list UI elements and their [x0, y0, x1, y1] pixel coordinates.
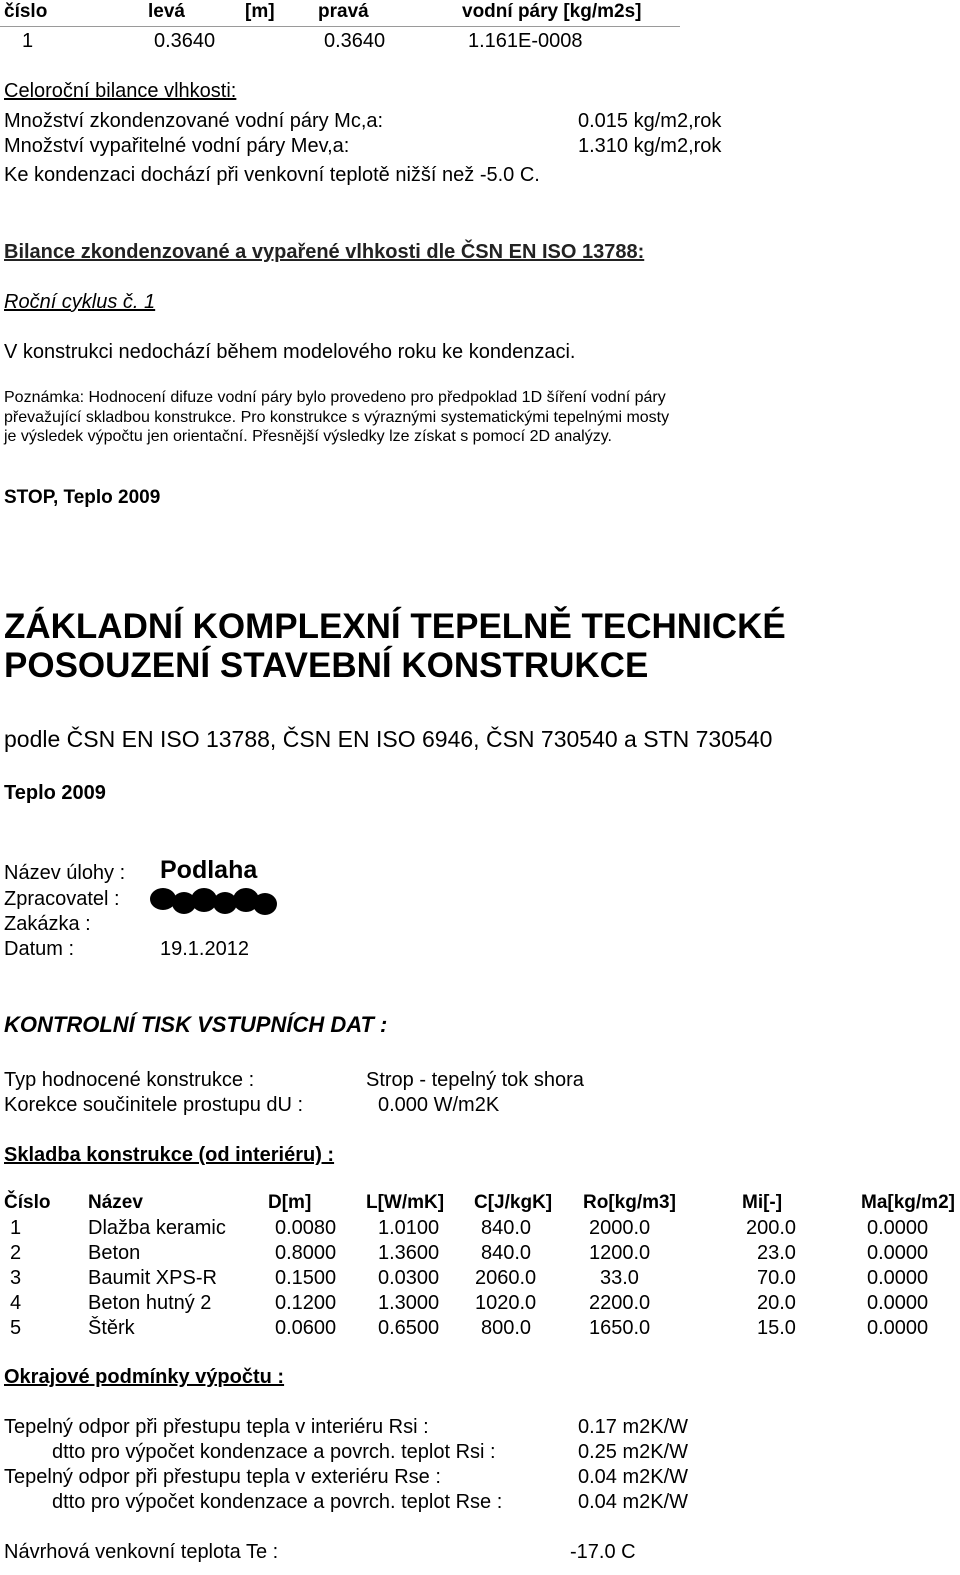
- layer-ma: 0.0000: [867, 1242, 929, 1264]
- layer-mi: 15.0: [757, 1317, 796, 1339]
- layer-thickness: 0.1500: [275, 1267, 337, 1289]
- du-value: 0.000 W/m2K: [378, 1094, 500, 1116]
- layer-thickness: 0.0600: [275, 1317, 337, 1339]
- layer-ma: 0.0000: [867, 1267, 929, 1289]
- date-value: 19.1.2012: [160, 938, 249, 960]
- col-header-leva: levá: [148, 1, 185, 22]
- layer-conductivity: 0.0300: [378, 1267, 440, 1289]
- layer-conductivity: 1.0100: [378, 1217, 440, 1239]
- layer-mi: 23.0: [757, 1242, 796, 1264]
- layer-density: 2200.0: [589, 1292, 651, 1314]
- layers-col-header: L[W/mK]: [366, 1192, 445, 1213]
- rse-condensation-label: dtto pro výpočet kondenzace a povrch. teplot Rse :: [52, 1491, 503, 1513]
- col-header-prava: pravá: [318, 1, 369, 22]
- layer-density: 2000.0: [589, 1217, 651, 1239]
- layer-ma: 0.0000: [867, 1292, 929, 1314]
- outdoor-temp-value: -17.0 C: [570, 1541, 636, 1563]
- report-title-line-2: POSOUZENÍ STAVEBNÍ KONSTRUKCE: [4, 646, 649, 685]
- layers-col-header: Ma[kg/m2]: [861, 1192, 955, 1213]
- layer-name: Štěrk: [88, 1317, 135, 1339]
- construction-type-value: Strop - tepelný tok shora: [366, 1069, 584, 1091]
- col-header-unit: [m]: [245, 1, 275, 22]
- no-condensation-statement: V konstrukci nedochází během modelového roku ke kondenzaci.: [4, 341, 576, 363]
- rsi-label: Tepelný odpor při přestupu tepla v interiéru Rsi :: [4, 1416, 429, 1438]
- layer-name: Beton: [88, 1242, 141, 1264]
- mev-label: Množství vypařitelné vodní páry Mev,a:: [4, 135, 350, 157]
- layer-conductivity: 0.6500: [378, 1317, 440, 1339]
- rse-label: Tepelný odpor při přestupu tepla v exteriéru Rse :: [4, 1466, 441, 1488]
- rse-value: 0.04 m2K/W: [578, 1466, 689, 1488]
- col-header-cislo: číslo: [4, 1, 48, 22]
- row-leva: 0.3640: [154, 30, 216, 52]
- layers-col-header: Mi[-]: [742, 1192, 783, 1213]
- layer-number: 1: [10, 1217, 22, 1239]
- layers-col-header: C[J/kgK]: [474, 1192, 553, 1213]
- layer-name: Beton hutný 2: [88, 1292, 212, 1314]
- rsi-condensation-value: 0.25 m2K/W: [578, 1441, 689, 1463]
- annual-balance-heading: Celoroční bilance vlhkosti:: [4, 80, 237, 102]
- program-footer: STOP, Teplo 2009: [4, 487, 161, 508]
- layer-density: 1200.0: [589, 1242, 651, 1264]
- task-name-value: Podlaha: [160, 856, 258, 884]
- layer-heat-capacity: 840.0: [481, 1217, 532, 1239]
- layer-number: 4: [10, 1292, 22, 1314]
- layer-thickness: 0.0080: [275, 1217, 337, 1239]
- remark-line-2: převažující skladbou konstrukce. Pro konstrukce s výraznými systematickými tepelnými mosty: [4, 409, 670, 426]
- redacted-signature: [150, 886, 280, 916]
- du-label: Korekce součinitele prostupu dU :: [4, 1094, 304, 1116]
- row-vapour: 1.161E-0008: [468, 30, 583, 52]
- layer-name: Baumit XPS-R: [88, 1267, 217, 1289]
- layer-ma: 0.0000: [867, 1317, 929, 1339]
- layer-density: 1650.0: [589, 1317, 651, 1339]
- layer-number: 5: [10, 1317, 22, 1339]
- mev-value: 1.310 kg/m2,rok: [578, 135, 722, 157]
- layers-col-header: Číslo: [4, 1192, 51, 1213]
- layer-mi: 200.0: [746, 1217, 797, 1239]
- author-label: Zpracovatel :: [4, 888, 120, 910]
- rse-condensation-value: 0.04 m2K/W: [578, 1491, 689, 1513]
- layer-ma: 0.0000: [867, 1217, 929, 1239]
- row-prava: 0.3640: [324, 30, 386, 52]
- layers-col-header: Ro[kg/m3]: [583, 1192, 676, 1213]
- mc-value: 0.015 kg/m2,rok: [578, 110, 722, 132]
- control-heading: KONTROLNÍ TISK VSTUPNÍCH DAT :: [4, 1012, 388, 1037]
- layer-heat-capacity: 840.0: [481, 1242, 532, 1264]
- order-label: Zakázka :: [4, 913, 91, 935]
- rsi-condensation-label: dtto pro výpočet kondenzace a povrch. teplot Rsi :: [52, 1441, 496, 1463]
- layer-heat-capacity: 800.0: [481, 1317, 532, 1339]
- layer-name: Dlažba keramic: [88, 1217, 226, 1239]
- mc-label: Množství zkondenzované vodní páry Mc,a:: [4, 110, 384, 132]
- layer-number: 2: [10, 1242, 22, 1264]
- layer-conductivity: 1.3000: [378, 1292, 440, 1314]
- condensation-note: Ke kondenzaci dochází při venkovní teplotě nižší než -5.0 C.: [4, 164, 540, 186]
- layers-col-header: Název: [88, 1192, 143, 1213]
- layer-thickness: 0.1200: [275, 1292, 337, 1314]
- construction-type-label: Typ hodnocené konstrukce :: [4, 1069, 255, 1091]
- layer-mi: 20.0: [757, 1292, 796, 1314]
- remark-line-3: je výsledek výpočtu jen orientační. Přesnější výsledky lze získat s pomocí 2D analýzy.: [4, 428, 612, 445]
- col-header-vapour: vodní páry [kg/m2s]: [462, 1, 642, 22]
- remark-line-1: Poznámka: Hodnocení difuze vodní páry bylo provedeno pro předpoklad 1D šíření vodní páry: [4, 389, 666, 406]
- layer-density: 33.0: [600, 1267, 639, 1289]
- iso-balance-heading: Bilance zkondenzované a vypařené vlhkosti dle ČSN EN ISO 13788:: [4, 241, 645, 263]
- layer-mi: 70.0: [757, 1267, 796, 1289]
- boundary-heading: Okrajové podmínky výpočtu :: [4, 1366, 285, 1388]
- layer-thickness: 0.8000: [275, 1242, 337, 1264]
- date-label: Datum :: [4, 938, 75, 960]
- report-title-line-1: ZÁKLADNÍ KOMPLEXNÍ TEPELNĚ TECHNICKÉ: [4, 607, 786, 646]
- rsi-value: 0.17 m2K/W: [578, 1416, 689, 1438]
- layer-conductivity: 1.3600: [378, 1242, 440, 1264]
- standards-line: podle ČSN EN ISO 13788, ČSN EN ISO 6946, ČSN 730540 a STN 730540: [4, 726, 773, 752]
- annual-cycle-label: Roční cyklus č. 1: [4, 291, 156, 313]
- software-label: Teplo 2009: [4, 782, 106, 804]
- task-name-label: Název úlohy :: [4, 862, 126, 884]
- layers-heading: Skladba konstrukce (od interiéru) :: [4, 1144, 335, 1166]
- layer-heat-capacity: 2060.0: [475, 1267, 537, 1289]
- outdoor-temp-label: Návrhová venkovní teplota Te :: [4, 1541, 279, 1563]
- layer-heat-capacity: 1020.0: [475, 1292, 537, 1314]
- layers-col-header: D[m]: [268, 1192, 312, 1213]
- layer-number: 3: [10, 1267, 22, 1289]
- row-number: 1: [22, 30, 34, 52]
- header-rule: [0, 26, 680, 27]
